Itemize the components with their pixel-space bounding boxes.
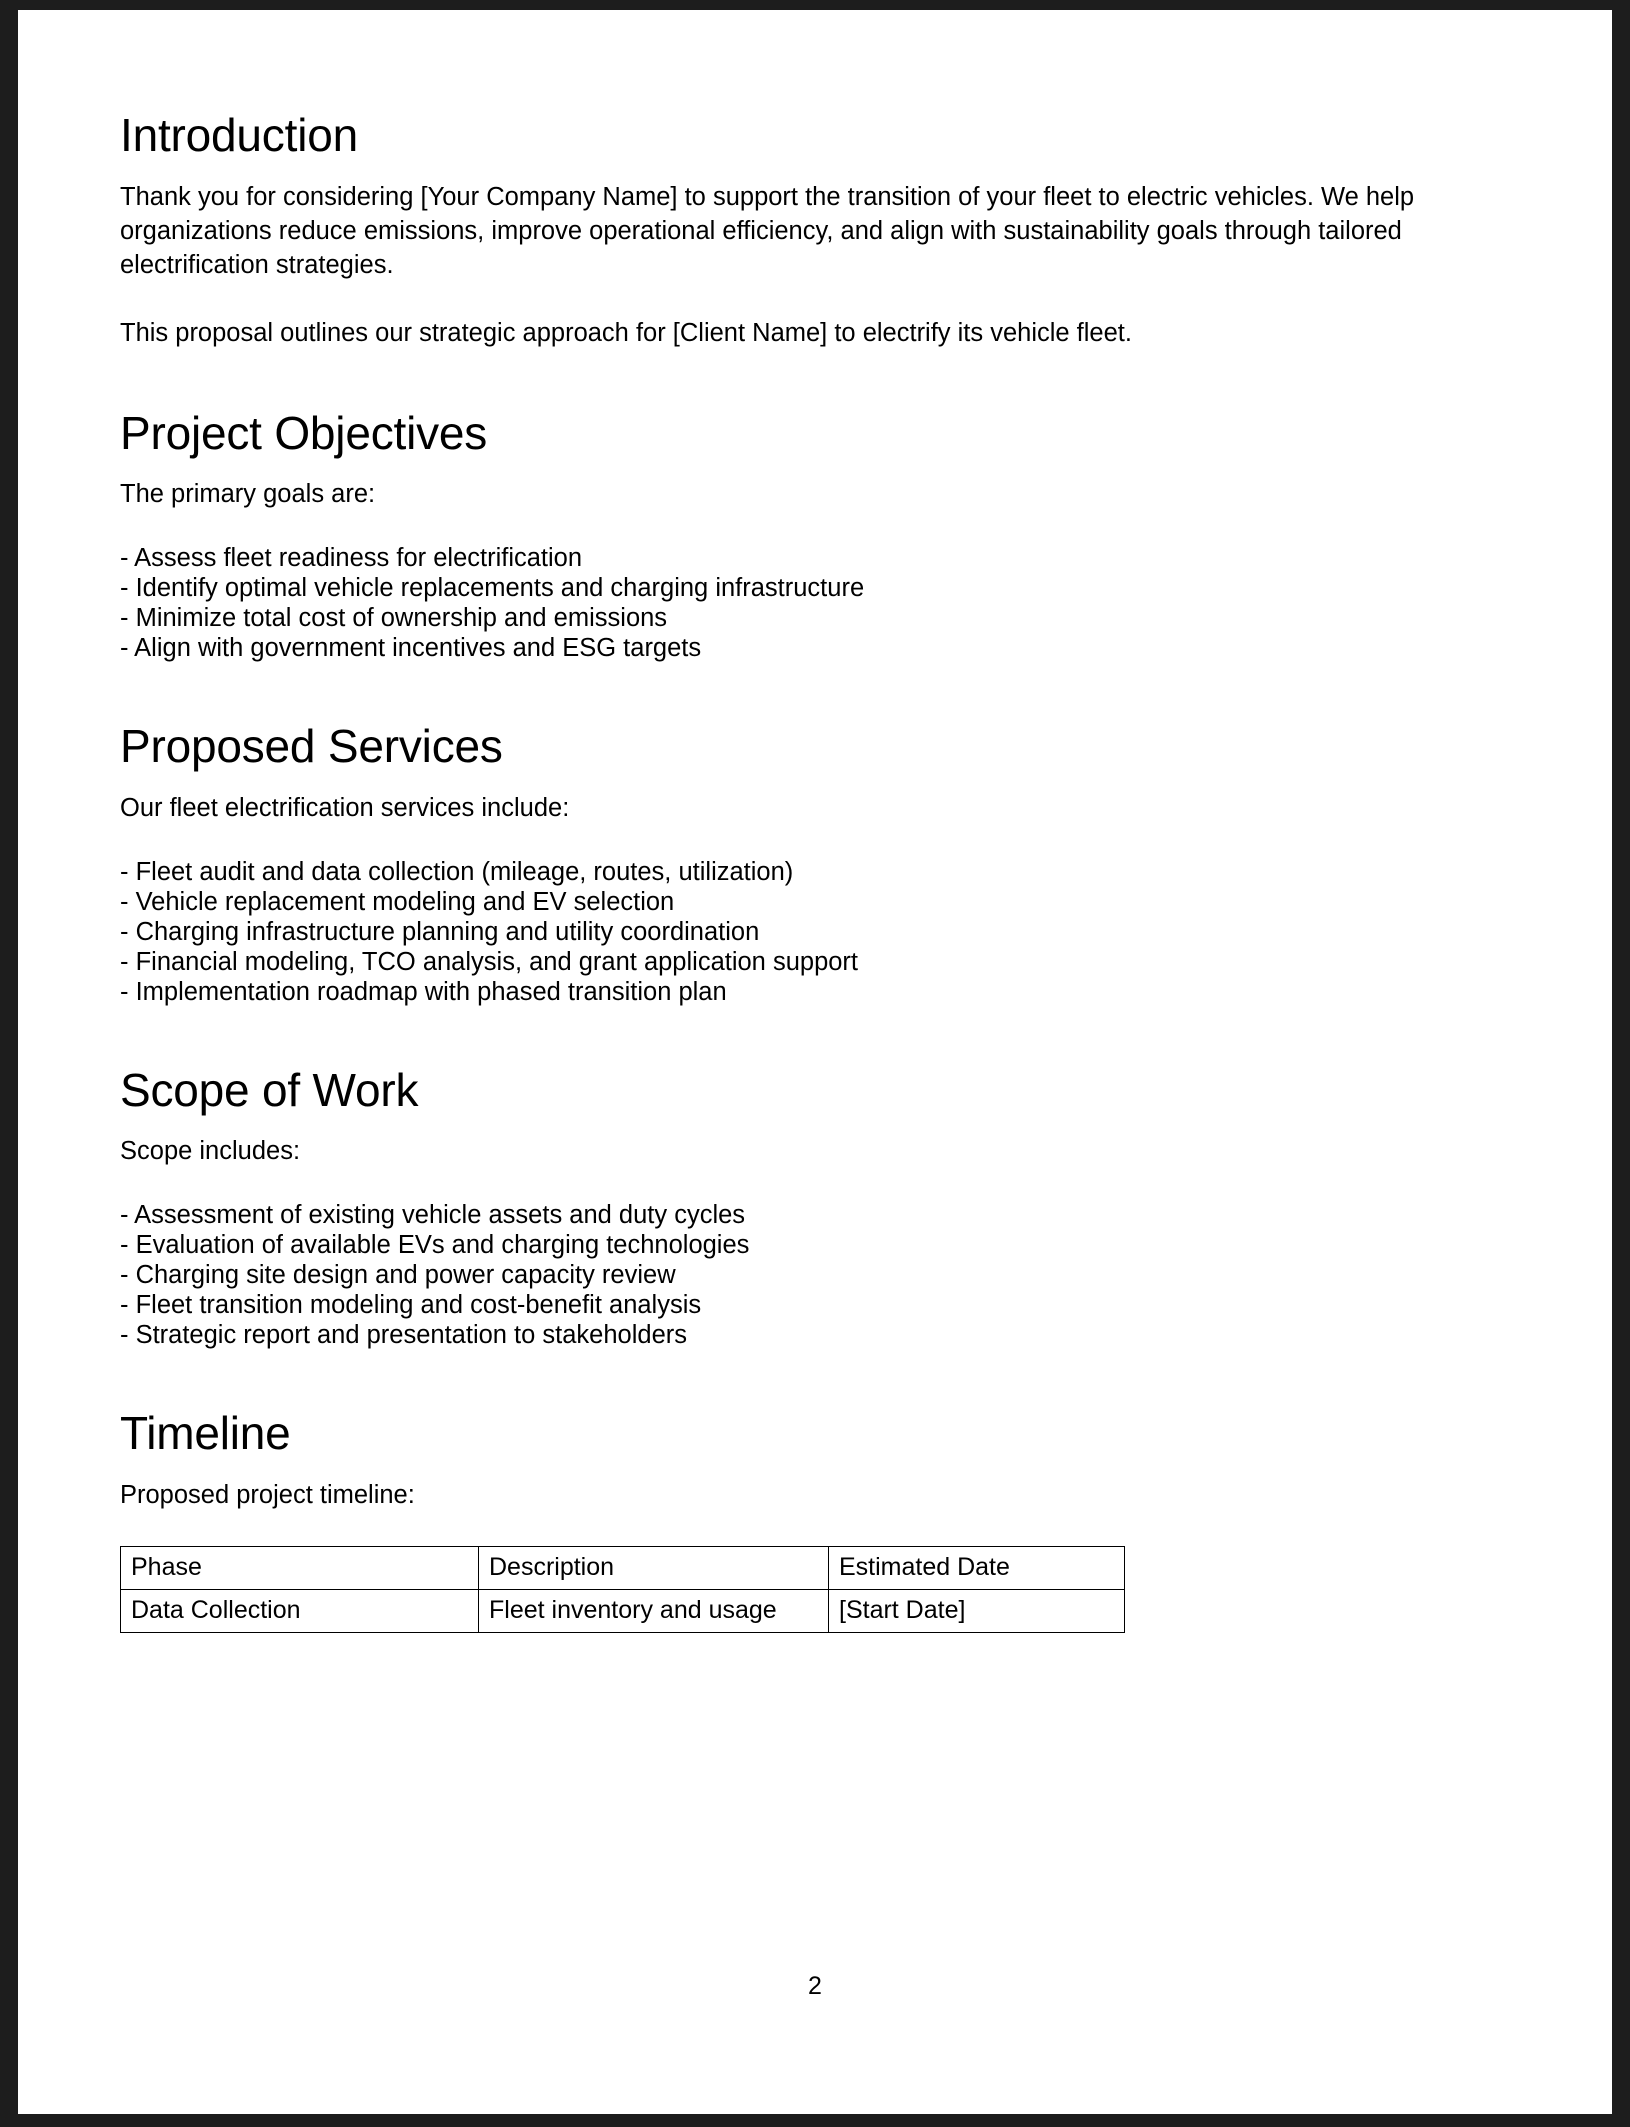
list-item: - Identify optimal vehicle replacements and charging infrastructure (120, 574, 865, 603)
section-heading-introduction: Introduction (120, 109, 358, 161)
list-item: - Strategic report and presentation to stakeholders (120, 1321, 687, 1350)
table-header-cell-estimated-date: Estimated Date (829, 1546, 1125, 1589)
introduction-paragraph-2: This proposal outlines our strategic approach for [Client Name] to electrify its vehicle fleet. (120, 318, 1132, 347)
page-sheet (18, 10, 1612, 2114)
list-item: - Assess fleet readiness for electrification (120, 544, 583, 573)
proposed-services-intro: Our fleet electrification services include: (120, 793, 570, 822)
list-item: - Implementation roadmap with phased transition plan (120, 977, 727, 1006)
document-content (120, 110, 1460, 1633)
scope-of-work-list (120, 1200, 1460, 1350)
section-heading-project-objectives: Project Objectives (120, 406, 488, 459)
project-objectives-list (120, 543, 1460, 663)
table-header-cell-description: Description (479, 1546, 829, 1589)
proposed-services-list (120, 857, 1460, 1007)
list-item: - Assessment of existing vehicle assets and duty cycles (120, 1201, 746, 1230)
table-header-cell-phase: Phase (121, 1546, 479, 1589)
list-item: - Align with government incentives and ESG targets (120, 634, 702, 663)
list-item: - Financial modeling, TCO analysis, and grant application support (120, 947, 859, 976)
project-objectives-intro: The primary goals are: (120, 480, 376, 509)
table-cell-description: Fleet inventory and usage (479, 1589, 829, 1632)
table-row (121, 1589, 1125, 1632)
list-item: - Vehicle replacement modeling and EV selection (120, 887, 675, 916)
section-heading-proposed-services: Proposed Services (120, 720, 503, 773)
page-number: 2 (808, 1972, 822, 2000)
timeline-intro: Proposed project timeline: (120, 1480, 415, 1509)
list-item: - Fleet transition modeling and cost-benefit analysis (120, 1291, 702, 1320)
list-item: - Charging site design and power capacity review (120, 1261, 676, 1290)
timeline-table (120, 1546, 1125, 1633)
list-item: - Charging infrastructure planning and utility coordination (120, 917, 760, 946)
table-header-row (121, 1546, 1125, 1589)
list-item: - Fleet audit and data collection (mileage, routes, utilization) (120, 857, 794, 886)
list-item: - Minimize total cost of ownership and emissions (120, 604, 668, 633)
table-cell-estimated-date: [Start Date] (829, 1589, 1125, 1632)
list-item: - Evaluation of available EVs and charging technologies (120, 1231, 750, 1260)
section-heading-scope-of-work: Scope of Work (120, 1063, 419, 1116)
introduction-paragraph-1: Thank you for considering [Your Company Name] to support the transition of your fleet to electric vehicles. We help organizations reduce emissions, improve operational efficiency, and align with sustainability goals through tailored electrification strategies. (120, 182, 1415, 279)
table-cell-phase: Data Collection (121, 1589, 479, 1632)
section-heading-timeline: Timeline (120, 1407, 291, 1460)
scope-of-work-intro: Scope includes: (120, 1137, 301, 1166)
